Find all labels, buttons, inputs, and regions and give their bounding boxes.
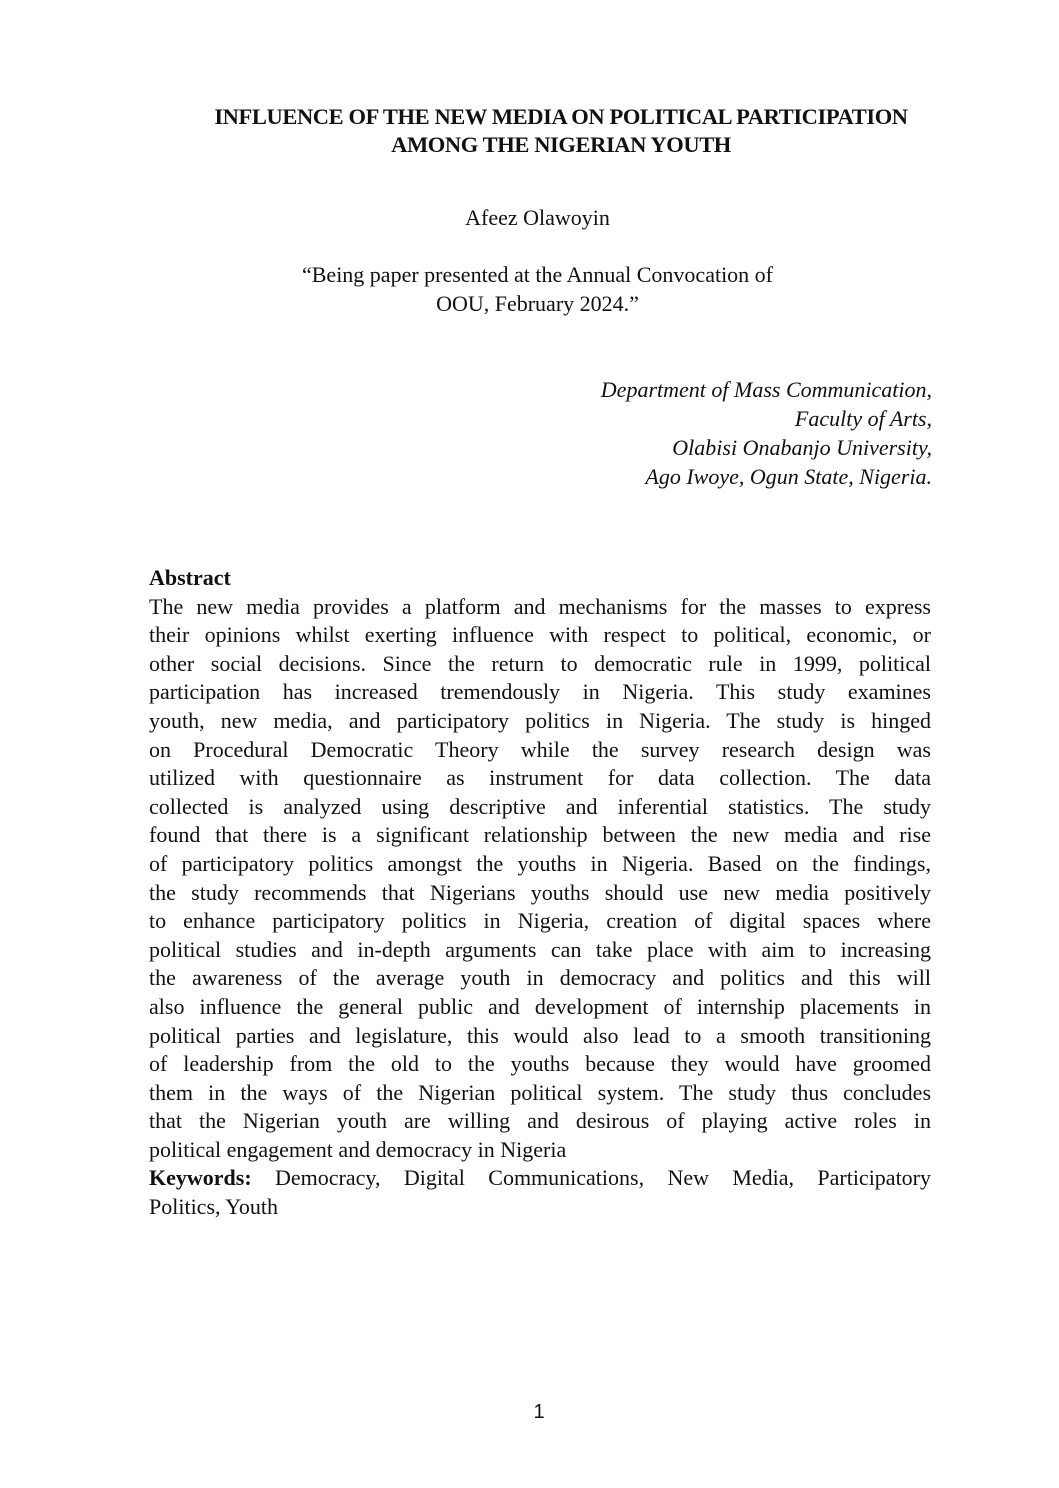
page-number: 1 (533, 1401, 545, 1423)
affiliation-line: Ago Iwoye, Ogun State, Nigeria. (645, 464, 932, 489)
presentation-note-line: OOU, February 2024.” (436, 291, 639, 316)
author-name: Afeez Olawoyin (465, 205, 610, 230)
abstract-line: their opinions whilst exerting influence with respect to political, economic, or (149, 622, 931, 648)
affiliation-line: Olabisi Onabanjo University, (672, 435, 932, 460)
abstract-line: them in the ways of the Nigerian political system. The study thus concludes (149, 1079, 931, 1105)
affiliation-line: Department of Mass Communication, (600, 377, 932, 402)
paper-title-line: AMONG THE NIGERIAN YOUTH (391, 132, 731, 157)
abstract-line: political studies and in-depth arguments can take place with aim to increasing (149, 936, 931, 962)
abstract-line: youth, new media, and participatory politics in Nigeria. The study is hinged (149, 707, 931, 733)
abstract-line: participation has increased tremendously in Nigeria. This study examines (149, 679, 931, 705)
abstract-heading: Abstract (149, 565, 231, 590)
abstract-line: of participatory politics amongst the youths in Nigeria. Based on the findings, (149, 850, 931, 876)
abstract-body (149, 593, 931, 1165)
abstract-line: the study recommends that Nigerians youths should use new media positively (149, 879, 931, 905)
paper-title-line: INFLUENCE OF THE NEW MEDIA ON POLITICAL PARTICIPATION (214, 104, 908, 129)
abstract-line: found that there is a significant relationship between the new media and rise (149, 822, 931, 848)
abstract-line: that the Nigerian youth are willing and desirous of playing active roles in (149, 1108, 931, 1134)
keywords-line: Politics, Youth (149, 1194, 278, 1220)
abstract-line: political parties and legislature, this would also lead to a smooth transitioning (149, 1022, 931, 1048)
abstract-line: on Procedural Democratic Theory while the survey research design was (149, 736, 931, 762)
abstract-section (149, 564, 931, 1222)
presentation-note-line: “Being paper presented at the Annual Convocation of (301, 262, 774, 287)
abstract-line: of leadership from the old to the youths because they would have groomed (149, 1051, 931, 1077)
author-affiliation (601, 375, 932, 491)
abstract-line: also influence the general public and development of internship placements in (149, 993, 931, 1019)
keywords-list: Democracy, Digital Communications, New Media, Participatory (275, 1165, 932, 1191)
abstract-line: other social decisions. Since the return to democratic rule in 1999, political (149, 650, 931, 676)
paper-title (150, 103, 972, 159)
abstract-line: utilized with questionnaire as instrument for data collection. The data (149, 765, 931, 791)
abstract-line: collected is analyzed using descriptive and inferential statistics. The study (149, 793, 931, 819)
abstract-line: the awareness of the average youth in democracy and politics and this will (149, 965, 931, 991)
affiliation-line: Faculty of Arts, (794, 406, 932, 431)
keywords-label: Keywords: (149, 1165, 252, 1191)
presentation-note (0, 260, 1059, 318)
keywords-line (149, 1164, 931, 1193)
abstract-line: political engagement and democracy in Nigeria (149, 1136, 567, 1162)
abstract-line: The new media provides a platform and mechanisms for the masses to express (149, 593, 931, 619)
abstract-line: to enhance participatory politics in Nigeria, creation of digital spaces where (149, 908, 931, 934)
keywords (149, 1164, 931, 1221)
